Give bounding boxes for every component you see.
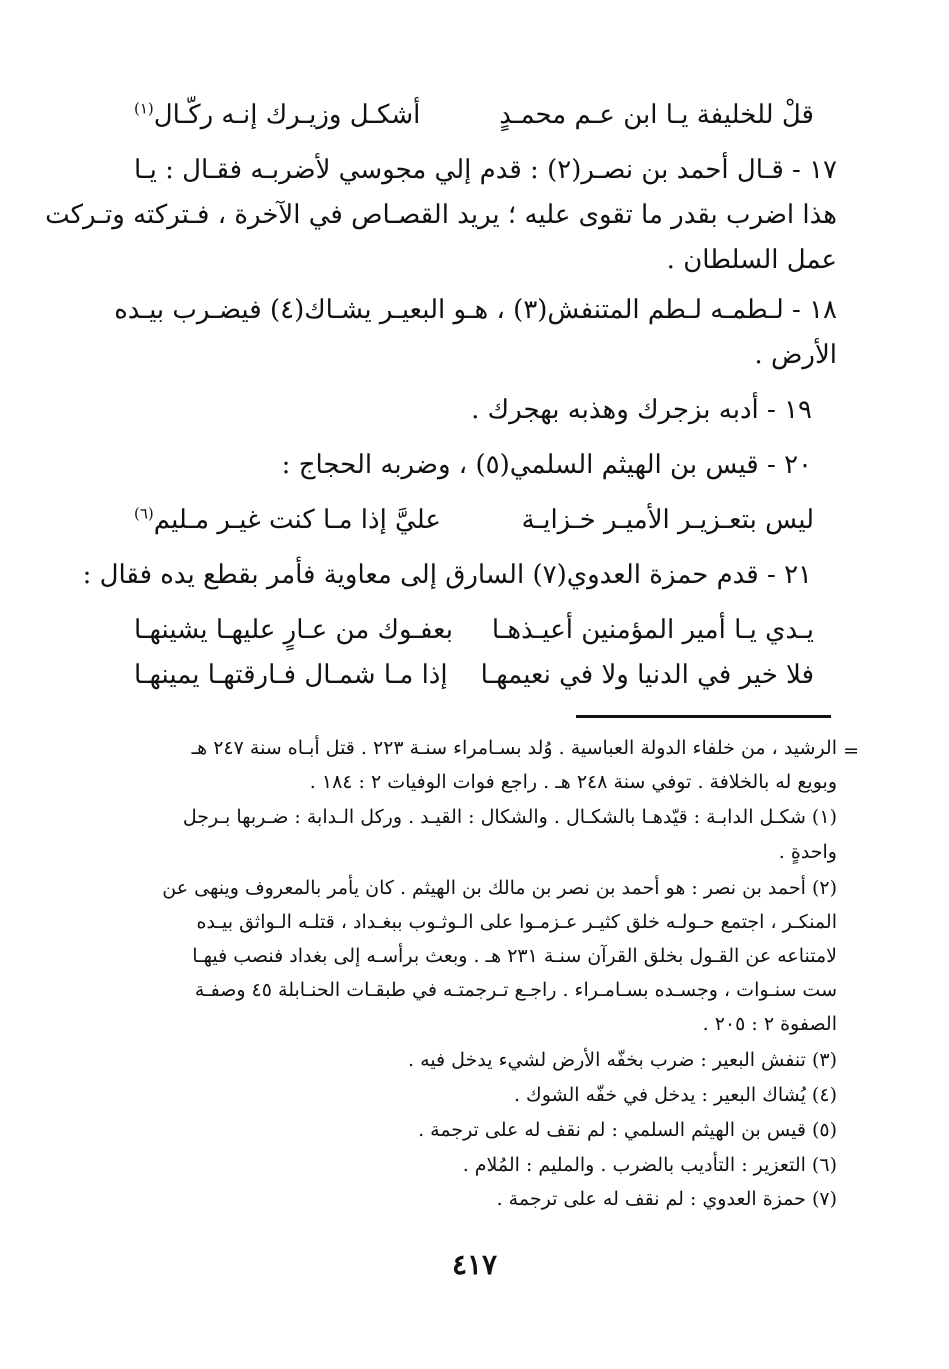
- verse-2-hemistich-2: [134, 505, 441, 535]
- continuation-marker: =: [843, 740, 859, 762]
- footnote-3: (٣) تنفش البعير : ضرب بخفّه الأرض لشيء يدخل فيه .: [408, 1049, 837, 1071]
- paragraph-21-line-1: ٢١ - قدم حمزة العدوي(٧) السارق إلى معاوية فأمر بقطع يده فقال :: [82, 560, 812, 590]
- footnote-1-line-1: (١) شكـل الدابـة : قيّدهـا بالشكـال . والشكال : القيـد . وركل الـدابة : ضـربها بـرجل: [182, 806, 837, 828]
- footnote-2-line-1: (٢) أحمد بن نصر : هو أحمد بن نصر بن مالك بن الهيثم . كان يأمر بالمعروف وينهى عن: [162, 877, 837, 899]
- footnote-2-line-3: لامتناعه عن القـول بخلق القرآن سنـة ٢٣١ هـ . وبعث برأسـه إلى بغداد فنصب فيهـا: [192, 945, 837, 967]
- verse-2-hemistich-1: ليس بتعـزيـر الأميـر خـزايـة: [521, 505, 814, 535]
- footnote-4: (٤) يُشاك البعير : يدخل في خفّه الشوك .: [513, 1084, 837, 1106]
- footnote-2-line-2: المنكـر ، اجتمع حـولـه خلق كثيـر عـزمـوا على الـوثـوب ببغـداد ، قتلـه الـواثق بيـده: [196, 911, 837, 933]
- verse-4-hemistich-2: إذا مـا شمـال فـارقتهـا يمينهـا: [134, 660, 448, 690]
- footnote-continuation-line-2: وبويع له بالخلافة . توفي سنة ٢٤٨ هـ . راجع فوات الوفيات ٢ : ١٨٤ .: [309, 771, 837, 793]
- footnote-1-line-2: واحدةٍ .: [778, 841, 837, 863]
- paragraph-20-line-1: ٢٠ - قيس بن الهيثم السلمي(٥) ، وضربه الحجاج :: [281, 450, 812, 480]
- paragraph-18-line-1: ١٨ - لـطمـه لـطم المتنفش(٣) ، هـو البعيـر يشـاك(٤) فيضـرب بيـده: [114, 295, 837, 325]
- footnote-6: (٦) التعزير : التأديب بالضرب . والمليم : المُلام .: [462, 1154, 837, 1176]
- verse-3-hemistich-2: بعفـوك من عـارٍ عليهـا يشينهـا: [134, 615, 453, 645]
- paragraph-17-line-3: عمل السلطان .: [666, 245, 837, 275]
- footnote-ref-1: (١): [134, 99, 154, 118]
- footnote-7: (٧) حمزة العدوي : لم نقف له على ترجمة .: [496, 1188, 837, 1210]
- footnote-ref-6: (٦): [134, 504, 154, 523]
- paragraph-18-line-2: الأرض .: [754, 340, 837, 370]
- verse-4-hemistich-1: فلا خير في الدنيا ولا في نعيمهـا: [480, 660, 814, 690]
- verse-1-hemistich-2: [134, 100, 420, 130]
- paragraph-19-line-1: ١٩ - أدبه بزجرك وهذبه بهجرك .: [471, 395, 812, 425]
- footnote-continuation-line-1: الرشيد ، من خلفاء الدولة العباسية . وُلد بسـامراء سنـة ٢٢٣ . قتل أبـاه سنة ٢٤٧ هـ: [191, 737, 837, 759]
- verse-2-hemistich-2-text: عليَّ إذا مـا كنت غيـر مـليم: [153, 505, 441, 535]
- paragraph-17-line-1: ١٧ - قـال أحمد بن نصـر(٢) : قدم إلي مجوسي لأضربـه فقـال : يـا: [134, 155, 837, 185]
- footnote-5: (٥) قيس بن الهيثم السلمي : لم نقف له على ترجمة .: [418, 1119, 837, 1141]
- verse-1-hemistich-2-text: أشكـل وزيـرك إنـه ركّـال: [153, 100, 421, 130]
- verse-1-hemistich-1: قلْ للخليفة يـا ابن عـم محمـدٍ: [499, 100, 814, 130]
- paragraph-17-line-2: هذا اضرب بقدر ما تقوى عليه ؛ يريد القصـاص في الآخرة ، فـتركته وتـركت: [45, 200, 837, 230]
- verse-3-hemistich-1: يـدي يـا أمير المؤمنين أعيـذهـا: [491, 615, 814, 645]
- page-number: ٤١٧: [451, 1248, 498, 1281]
- footnote-2-line-5: الصفوة ٢ : ٢٠٥ .: [702, 1013, 837, 1035]
- footnote-separator: [576, 715, 831, 718]
- footnote-2-line-4: ست سنـوات ، وجسـده بسـامـراء . راجـع تـرجمتـه في طبقـات الحنـابلة ٤٥ وصفـة: [194, 979, 837, 1001]
